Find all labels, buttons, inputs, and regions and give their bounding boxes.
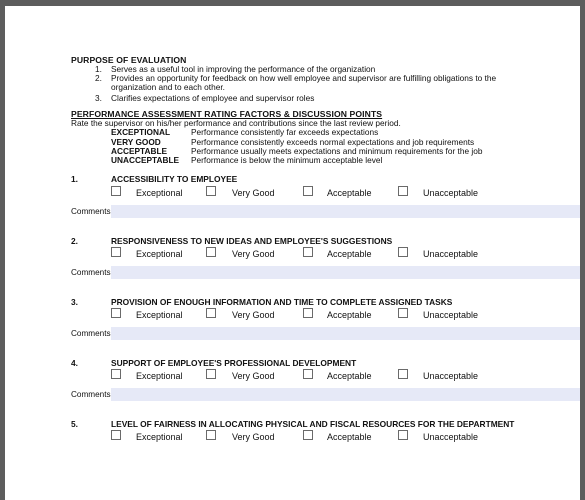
very-good-checkbox[interactable] [206, 430, 216, 440]
exceptional-checkbox[interactable] [111, 369, 121, 379]
unacceptable-checkbox[interactable] [398, 430, 408, 440]
question-number: 2. [71, 236, 78, 246]
exceptional-checkbox[interactable] [111, 430, 121, 440]
unacceptable-checkbox[interactable] [398, 247, 408, 257]
acceptable-label: Acceptable [327, 188, 372, 198]
unacceptable-label: Unacceptable [423, 432, 479, 442]
exceptional-label: Exceptional [136, 310, 183, 320]
comments-field[interactable] [111, 266, 580, 279]
rating-term: EXCEPTIONAL [111, 127, 171, 137]
question-title: SUPPORT OF EMPLOYEE'S PROFESSIONAL DEVELOPMENT [111, 358, 357, 368]
rating-term: ACCEPTABLE [111, 146, 168, 156]
comments-label: Comments [71, 329, 111, 338]
question-title: LEVEL OF FAIRNESS IN ALLOCATING PHYSICAL AND FISCAL RESOURCES FOR THE DEPARTMENT [111, 419, 515, 429]
rating-description: Performance is below the minimum acceptable level [191, 155, 383, 165]
exceptional-label: Exceptional [136, 432, 183, 442]
purpose-item-text: Serves as a useful tool in improving the performance of the organization [111, 64, 376, 74]
purpose-item-text: organization and to each other. [111, 82, 225, 92]
question-title: RESPONSIVENESS TO NEW IDEAS AND EMPLOYEE'S SUGGESTIONS [111, 236, 393, 246]
purpose-item-number: 3. [95, 93, 102, 103]
question-title: PROVISION OF ENOUGH INFORMATION AND TIME TO COMPLETE ASSIGNED TASKS [111, 297, 453, 307]
comments-field[interactable] [111, 327, 580, 340]
purpose-item-number: 1. [95, 64, 102, 74]
acceptable-checkbox[interactable] [303, 369, 313, 379]
rating-factors-intro: Rate the supervisor on his/her performance and contributions since the last review period. [71, 118, 401, 128]
question-number: 1. [71, 174, 78, 184]
exceptional-label: Exceptional [136, 188, 183, 198]
acceptable-label: Acceptable [327, 249, 372, 259]
very-good-label: Very Good [232, 371, 275, 381]
purpose-heading: PURPOSE OF EVALUATION [71, 55, 187, 65]
rating-description: Performance usually meets expectations and minimum requirements for the job [191, 146, 483, 156]
comments-field[interactable] [111, 388, 580, 401]
acceptable-checkbox[interactable] [303, 430, 313, 440]
very-good-label: Very Good [232, 188, 275, 198]
rating-term: UNACCEPTABLE [111, 155, 180, 165]
rating-factors-heading: PERFORMANCE ASSESSMENT RATING FACTORS & DISCUSSION POINTS [71, 109, 383, 119]
rating-description: Performance consistently exceeds normal expectations and job requirements [191, 137, 475, 147]
question-title: ACCESSIBILITY TO EMPLOYEE [111, 174, 238, 184]
exceptional-label: Exceptional [136, 249, 183, 259]
unacceptable-label: Unacceptable [423, 188, 479, 198]
very-good-checkbox[interactable] [206, 186, 216, 196]
very-good-label: Very Good [232, 432, 275, 442]
acceptable-checkbox[interactable] [303, 308, 313, 318]
rating-term: VERY GOOD [111, 137, 161, 147]
comments-field[interactable] [111, 205, 580, 218]
question-number: 3. [71, 297, 78, 307]
comments-label: Comments [71, 390, 111, 399]
unacceptable-label: Unacceptable [423, 310, 479, 320]
very-good-checkbox[interactable] [206, 247, 216, 257]
very-good-checkbox[interactable] [206, 308, 216, 318]
unacceptable-label: Unacceptable [423, 371, 479, 381]
unacceptable-checkbox[interactable] [398, 186, 408, 196]
rating-description: Performance consistently far exceeds expectations [191, 127, 379, 137]
exceptional-checkbox[interactable] [111, 186, 121, 196]
acceptable-label: Acceptable [327, 371, 372, 381]
very-good-label: Very Good [232, 249, 275, 259]
very-good-checkbox[interactable] [206, 369, 216, 379]
acceptable-label: Acceptable [327, 432, 372, 442]
comments-label: Comments [71, 207, 111, 216]
purpose-item-text: Provides an opportunity for feedback on how well employee and supervisor are fulfilling obligations to the [111, 73, 497, 83]
comments-label: Comments [71, 268, 111, 277]
exceptional-checkbox[interactable] [111, 308, 121, 318]
very-good-label: Very Good [232, 310, 275, 320]
question-number: 4. [71, 358, 78, 368]
unacceptable-label: Unacceptable [423, 249, 479, 259]
purpose-item-text: Clarifies expectations of employee and supervisor roles [111, 93, 315, 103]
unacceptable-checkbox[interactable] [398, 369, 408, 379]
purpose-item-number: 2. [95, 73, 102, 83]
acceptable-label: Acceptable [327, 310, 372, 320]
acceptable-checkbox[interactable] [303, 186, 313, 196]
exceptional-checkbox[interactable] [111, 247, 121, 257]
unacceptable-checkbox[interactable] [398, 308, 408, 318]
exceptional-label: Exceptional [136, 371, 183, 381]
acceptable-checkbox[interactable] [303, 247, 313, 257]
question-number: 5. [71, 419, 78, 429]
evaluation-form-page [5, 6, 580, 500]
